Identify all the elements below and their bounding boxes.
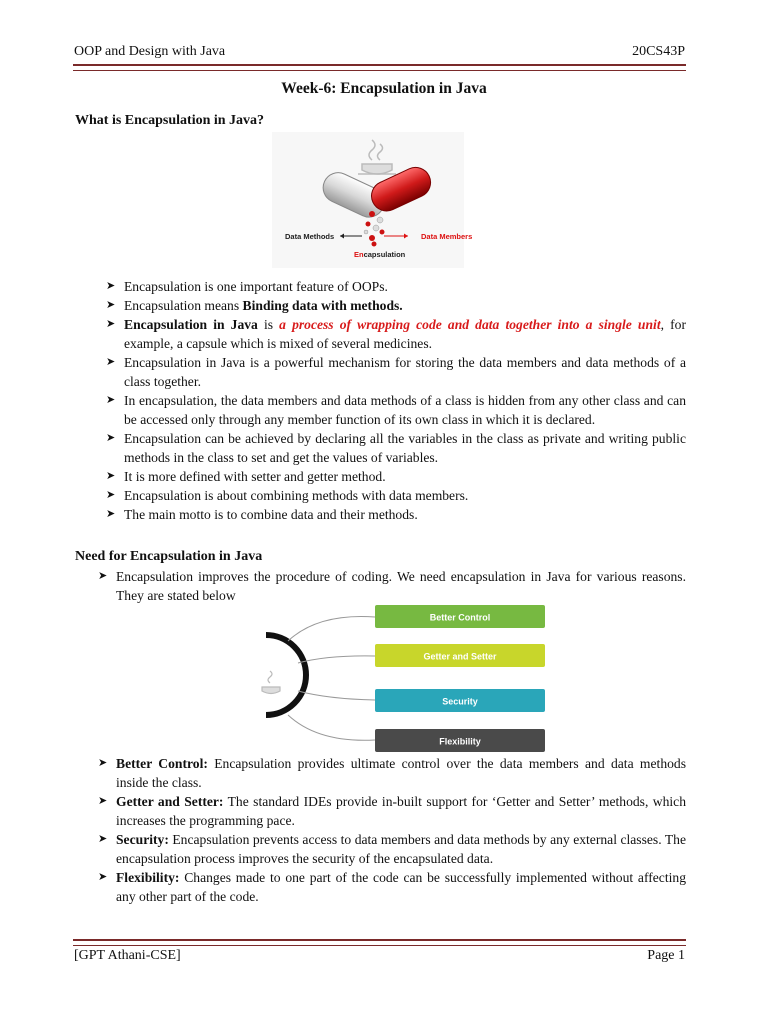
encapsulation-bullets: [106, 277, 686, 524]
capsule-figure: [272, 132, 473, 268]
caption-rest: capsulation: [363, 250, 406, 259]
arrow-bullet-icon: ➤: [106, 394, 116, 406]
list-item: [106, 277, 686, 296]
bullet-text: Encapsulation can be achieved by declaring all the variables in the class as private and writing public methods in the class to set and get the values of variables.: [124, 431, 686, 465]
need-intro-list: [98, 567, 686, 605]
page-title: Week-6: Encapsulation in Java: [281, 80, 487, 97]
data-methods-label: Data Methods: [285, 232, 335, 241]
arrow-bullet-icon: ➤: [98, 795, 108, 807]
arrow-bullet-icon: ➤: [106, 508, 116, 520]
list-item: [106, 505, 686, 524]
bullet-text: Encapsulation improves the procedure of coding. We need encapsulation in Java for various reasons. They are stated below: [116, 569, 686, 603]
bullet-bold-text: Better Control:: [116, 756, 208, 771]
list-item: [106, 296, 686, 315]
list-item: [106, 486, 686, 505]
need-bullets: [98, 754, 686, 906]
data-members-label: Data Members: [421, 232, 473, 241]
header-course: OOP and Design with Java: [74, 44, 226, 59]
list-item: [106, 391, 686, 429]
encapsulation-caption: [354, 250, 406, 259]
box-label: Getter and Setter: [423, 651, 497, 662]
arrow-bullet-icon: ➤: [98, 833, 108, 845]
bullet-text: The standard IDEs provide in-built support for ‘Getter and Setter’ methods, which increases the programming pace.: [116, 794, 686, 828]
bullet-text: It is more defined with setter and getter method.: [124, 469, 386, 484]
arrow-bullet-icon: ➤: [98, 757, 108, 769]
box-label: Better Control: [429, 612, 491, 623]
bullet-bold-text: Binding data with methods.: [242, 298, 403, 313]
bullet-text: Encapsulation in Java is a powerful mechanism for storing the data members and data methods of a class together.: [124, 355, 686, 389]
bullet-text: is: [257, 317, 280, 332]
header-rule: [73, 64, 686, 71]
footer-institution: [GPT Athani-CSE]: [74, 948, 181, 963]
list-item: [98, 792, 686, 830]
arrow-bullet-icon: ➤: [106, 280, 116, 292]
arrow-bullet-icon: ➤: [106, 318, 116, 330]
arrow-bullet-icon: ➤: [106, 470, 116, 482]
list-item: [106, 315, 686, 353]
bullet-text: The main motto is to combine data and their methods.: [124, 507, 418, 522]
bullet-text: , for example, a capsule which is mixed of several medicines.: [124, 317, 686, 351]
arrow-bullet-icon: ➤: [106, 299, 116, 311]
bullet-highlight-text: a process of wrapping code and data together into a single unit: [279, 317, 661, 332]
arrow-bullet-icon: ➤: [106, 356, 116, 368]
bullet-text: Changes made to one part of the code can be successfully implemented without affecting any other part of the code.: [116, 870, 686, 904]
bullet-text: Encapsulation is about combining methods with data members.: [124, 488, 469, 503]
arrow-bullet-icon: ➤: [98, 871, 108, 883]
list-item: [98, 830, 686, 868]
list-item: [98, 567, 686, 605]
section-heading-what: What is Encapsulation in Java?: [75, 113, 265, 128]
page-number: Page 1: [647, 948, 685, 963]
footer-rule: [73, 939, 686, 946]
benefits-figure: [258, 603, 550, 753]
list-item: [106, 353, 686, 391]
box-label: Security: [442, 696, 478, 707]
bullet-text: Encapsulation is one important feature of OOPs.: [124, 279, 388, 294]
header-code: 20CS43P: [632, 44, 685, 59]
bullet-bold-text: Flexibility:: [116, 870, 180, 885]
list-item: [106, 467, 686, 486]
bullet-text: Encapsulation prevents access to data members and data methods by any external classes. The encapsulation process improves the security of the encapsulated data.: [116, 832, 686, 866]
box-label: Flexibility: [439, 736, 481, 747]
list-item: [98, 868, 686, 906]
bullet-bold-text: Security:: [116, 832, 169, 847]
arrow-bullet-icon: ➤: [106, 432, 116, 444]
bullet-text: Encapsulation provides ultimate control over the data members and data methods inside the class.: [116, 756, 686, 790]
bullet-bold-text: Getter and Setter:: [116, 794, 224, 809]
caption-prefix: En: [354, 250, 364, 259]
page-header: [74, 44, 685, 64]
bullet-text: Encapsulation means: [124, 298, 243, 313]
list-item: [98, 754, 686, 792]
bullet-text: In encapsulation, the data members and data methods of a class is hidden from any other class and can be accessed only through any member function of its own class in which it is declared.: [124, 393, 686, 427]
list-item: [106, 429, 686, 467]
bullet-bold-text: Encapsulation in Java: [124, 317, 258, 332]
section-heading-need: Need for Encapsulation in Java: [75, 549, 263, 564]
arrow-bullet-icon: ➤: [106, 489, 116, 501]
arrow-bullet-icon: ➤: [98, 570, 108, 582]
